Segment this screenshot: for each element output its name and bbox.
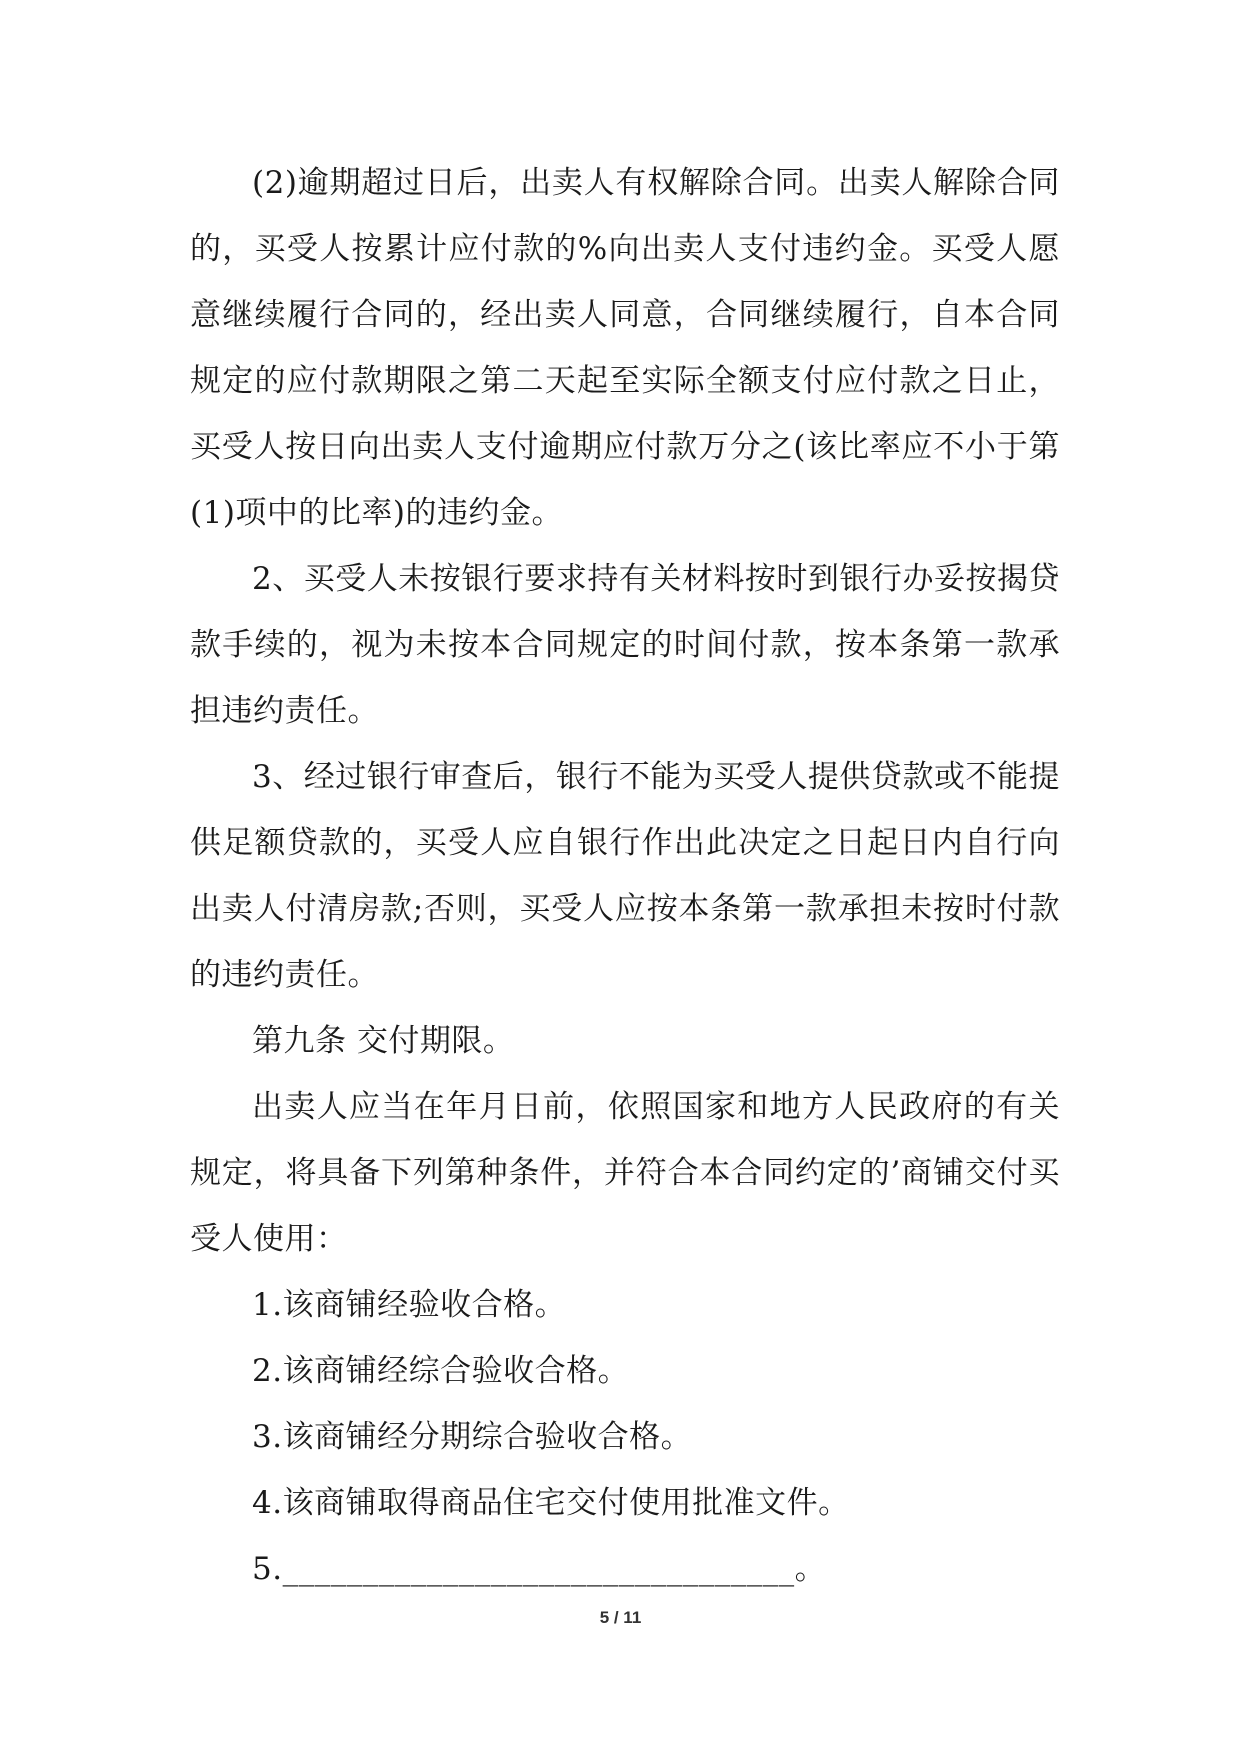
paragraph-delivery-conditions: 出卖人应当在年月日前，依照国家和地方人民政府的有关规定，将具备下列第种条件，并符合本合同约定的’商铺交付买受人使用： <box>190 1089 1060 1257</box>
list-item-condition-5-blank: 5.________________________________。 <box>252 1551 827 1587</box>
list-item-condition-4: 4.该商铺取得商品住宅交付使用批准文件。 <box>252 1485 850 1521</box>
document-body <box>190 150 1060 1602</box>
page-number: 5 / 11 <box>599 1608 642 1627</box>
paragraph-bank-review: 3、经过银行审查后，银行不能为买受人提供贷款或不能提供足额贷款的，买受人应自银行作出此决定之日起日内自行向出卖人付清房款;否则，买受人应按本条第一款承担未按时付款的违约责任。 <box>190 759 1060 993</box>
list-item-condition-2: 2.该商铺经综合验收合格。 <box>252 1353 630 1389</box>
paragraph-overdue-termination: (2)逾期超过日后，出卖人有权解除合同。出卖人解除合同的，买受人按累计应付款的%向出卖人支付违约金。买受人愿意继续履行合同的，经出卖人同意，合同继续履行，自本合同规定的应付款期限之第二天起至实际全额支付应付款之日止，买受人按日向出卖人支付逾期应付款万分之(该比率应不小于第(1)项中的比率)的违约金。 <box>190 165 1060 531</box>
list-item-condition-1: 1.该商铺经验收合格。 <box>252 1287 567 1323</box>
list-item-condition-3: 3.该商铺经分期综合验收合格。 <box>252 1419 693 1455</box>
paragraph-mortgage-procedure: 2、买受人未按银行要求持有关材料按时到银行办妥按揭贷款手续的，视为未按本合同规定的时间付款，按本条第一款承担违约责任。 <box>190 561 1060 729</box>
article-heading-delivery-term: 第九条 交付期限。 <box>252 1023 515 1059</box>
